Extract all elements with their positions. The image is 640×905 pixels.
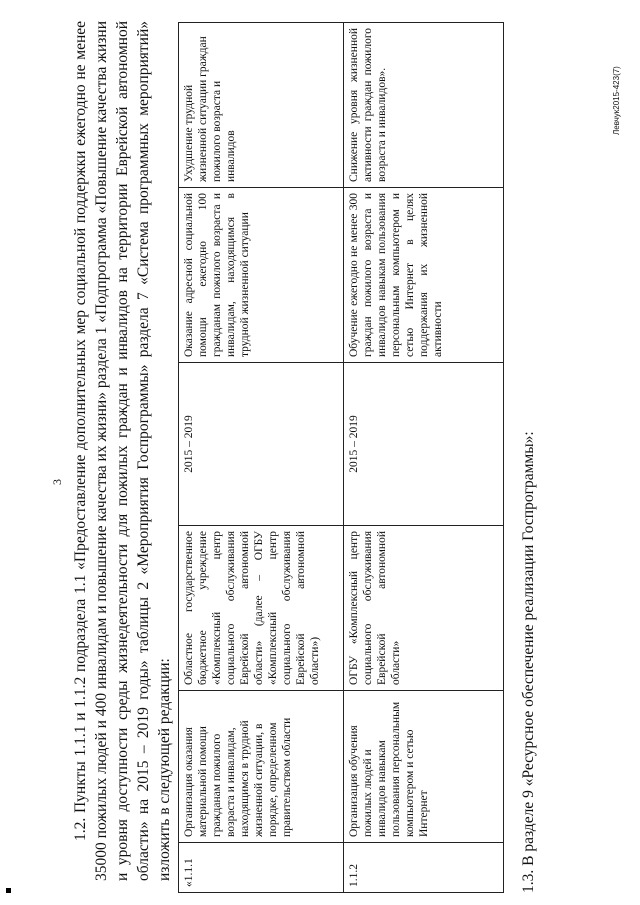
- consequence-cell: Снижение уровня жизненной активности граждан пожилого возраста и инвалидов».: [344, 23, 504, 188]
- result-cell: Оказание адресной социальной помощи ежегодно 100 гражданам пожилого возраста и инвалидам, находящимся в трудной жизненной ситуации: [179, 188, 344, 363]
- table-row: [179, 23, 344, 893]
- row-number: 1.1.2: [344, 843, 504, 893]
- period-cell: 2015 – 2019: [179, 363, 344, 526]
- executor-cell: Областное государственное бюджетное учреждение «Комплексный центр социального обслуживания Еврейской автономной области» (далее – ОГБУ «Комплексный центр социального обслуживания Еврейской автономной области»): [179, 526, 344, 691]
- page-number: 3: [50, 479, 64, 485]
- scan-mark: [6, 888, 11, 893]
- executor-cell: ОГБУ «Комплексный центр социального обслуживания Еврейской автономной области»: [344, 526, 504, 691]
- footer-code: Левчук2015-423(7): [612, 66, 621, 135]
- section-1-3-heading: 1.3. В разделе 9 «Ресурсное обеспечение реализации Госпрограммы»:: [520, 431, 537, 893]
- event-cell: Организация обучения пожилых людей и инвалидов навыкам пользования персональным компьютером и сетью Интернет: [344, 691, 504, 843]
- row-number: «1.1.1: [179, 843, 344, 893]
- measures-table: [178, 22, 504, 893]
- result-cell: Обучение ежегодно не менее 300 граждан пожилого возраста и инвалидов навыкам пользования персональным компьютером и сетью Интернет в целях поддержания их жизненной активности: [344, 188, 504, 363]
- consequence-cell: Ухудшение трудной жизненной ситуации граждан пожилого возраста и инвалидов: [179, 23, 344, 188]
- intro-paragraph: 1.2. Пункты 1.1.1 и 1.1.2 подраздела 1.1 «Предоставление дополнительных мер социальной поддержки ежегодно не менее 35000 пожилых людей и 400 инвалидам и повышение качества их жизни» раздела 1 «Подпрограмма «Повышение качества жизни и уровня доступности среды жизнедеятельности для пожилых граждан и инвалидов на территории Еврейской автономной области» на 2015 – 2019 годы» таблицы 2 «Мероприятия Госпрограммы» раздела 7 «Система программных мероприятий» изложить в следующей редакции:: [72, 21, 173, 881]
- period-cell: 2015 – 2019: [344, 363, 504, 526]
- table-row: [344, 23, 504, 893]
- event-cell: Организация оказания материальной помощи гражданам пожилого возраста и инвалидам, находящимся в трудной жизненной ситуации, в порядке, определенном правительством области: [179, 691, 344, 843]
